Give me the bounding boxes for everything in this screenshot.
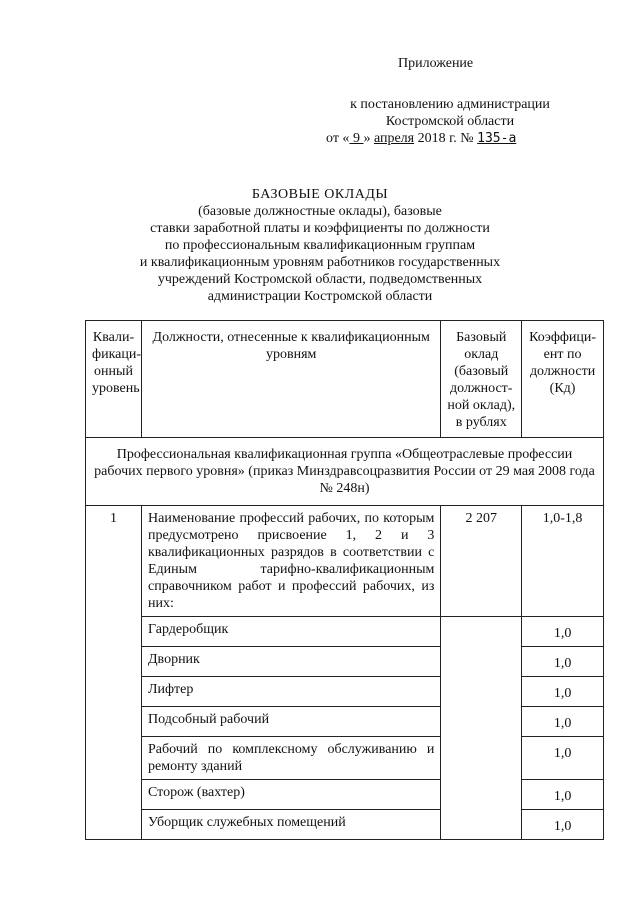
- header-coefficient: Коэффици-ент по должности (Кд): [522, 321, 604, 438]
- title-line: ставки заработной платы и коэффициенты по должности: [150, 221, 490, 236]
- document-title-block: [100, 186, 540, 305]
- date-day: 9: [349, 131, 364, 146]
- title-line: (базовые должностные оклады), базовые: [198, 204, 442, 219]
- table-row: [86, 810, 604, 840]
- row-position: Рабочий по комплексному обслуживанию и ремонту зданий: [142, 737, 441, 780]
- table-row: [86, 677, 604, 707]
- resolution-line: к постановлению администрации: [350, 97, 550, 112]
- row-position: Наименование профессий рабочих, по которым предусмотрено присвоение 1, 2 и 3 квалификационных разрядов в соответствии с Единым тарифно-квалификационным справочником работ и профессий рабочих, из них:: [142, 506, 441, 617]
- row-coefficient: 1,0: [522, 617, 604, 647]
- row-position: Сторож (вахтер): [142, 780, 441, 810]
- row-coefficient: 1,0: [522, 810, 604, 840]
- row-salary: 2 207: [441, 506, 522, 617]
- table-row: [86, 647, 604, 677]
- row-coefficient: 1,0: [522, 737, 604, 780]
- salary-table: [85, 320, 604, 840]
- row-coefficient: 1,0: [522, 647, 604, 677]
- document-number: 135-а: [477, 131, 517, 146]
- table-row: [86, 707, 604, 737]
- row-position: Дворник: [142, 647, 441, 677]
- resolution-reference: [300, 96, 600, 130]
- title-line: по профессиональным квалификационным группам: [164, 238, 476, 253]
- date-month: апреля: [373, 131, 415, 146]
- title-line: и квалификационным уровням работников государственных: [139, 255, 501, 270]
- date-year: 2018 г. №: [414, 131, 478, 146]
- row-position: Гардеробщик: [142, 617, 441, 647]
- table-row: [86, 617, 604, 647]
- table-row: [86, 780, 604, 810]
- resolution-date-line: [326, 131, 516, 147]
- row-position: Подсобный рабочий: [142, 707, 441, 737]
- header-positions: Должности, отнесенные к квалификационным уровням: [142, 321, 441, 438]
- group-row: [86, 438, 604, 506]
- appendix-title: Приложение: [398, 56, 474, 71]
- resolution-line: Костромской области: [385, 114, 515, 129]
- header-salary: Базовый оклад (базовый должност-ной оклад), в рублях: [441, 321, 522, 438]
- table-header-row: [86, 321, 604, 438]
- table-row: [86, 506, 604, 617]
- row-coefficient: 1,0: [522, 707, 604, 737]
- date-mid: »: [363, 131, 374, 146]
- title-line: учреждений Костромской области, подведомственных: [157, 272, 483, 287]
- date-prefix: от «: [326, 131, 350, 146]
- title-line: администрации Костромской области: [207, 289, 433, 304]
- document-title: БАЗОВЫЕ ОКЛАДЫ: [251, 187, 389, 202]
- row-position: Уборщик служебных помещений: [142, 810, 441, 840]
- row-coefficient: 1,0: [522, 677, 604, 707]
- row-coefficient: 1,0: [522, 780, 604, 810]
- row-coefficient: 1,0-1,8: [522, 506, 604, 617]
- row-position: Лифтер: [142, 677, 441, 707]
- header-level: Квали-фикаци-онный уровень: [86, 321, 142, 438]
- table-row: [86, 737, 604, 780]
- row-level: 1: [86, 506, 142, 617]
- qualification-group-title: Профессиональная квалификационная группа «Общеотраслевые профессии рабочих первого уровня» (приказ Минздравсоцразвития России от 29 мая 2008 года № 248н): [86, 438, 604, 506]
